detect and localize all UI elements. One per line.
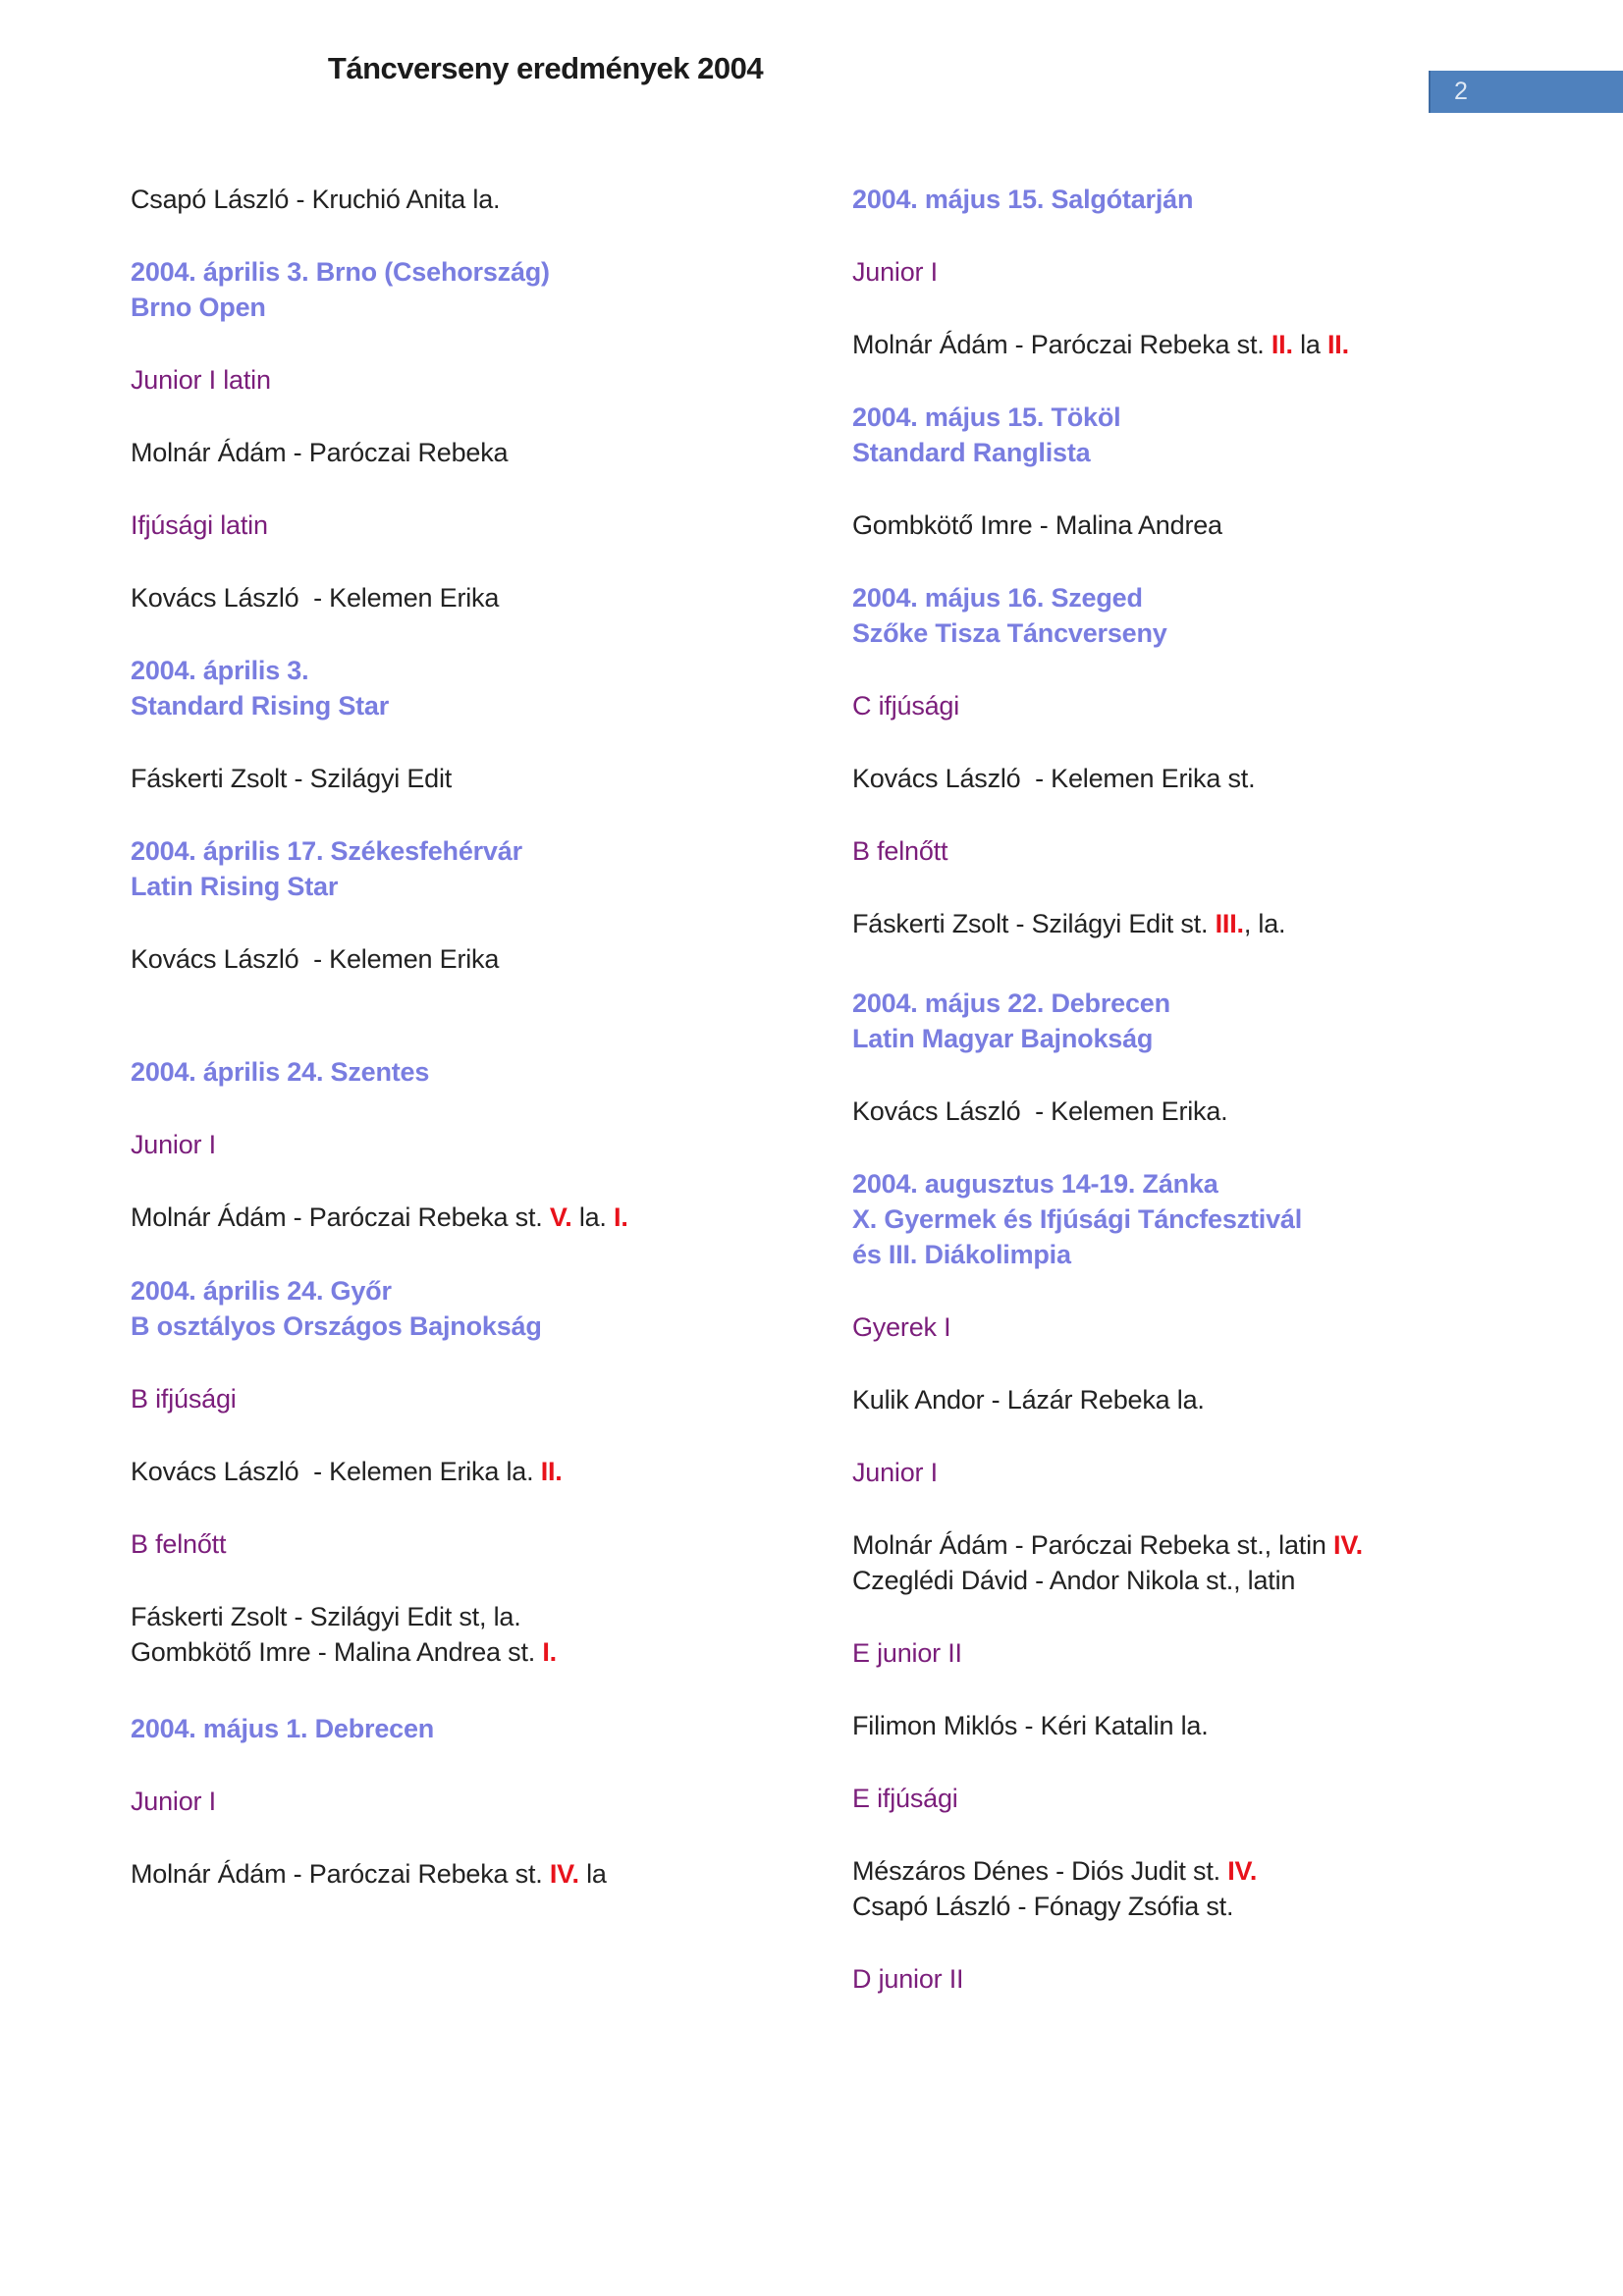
couple-result: [852, 1527, 1500, 1598]
text-segment: Fáskerti Zsolt - Szilágyi Edit: [131, 764, 453, 793]
text-segment: , la.: [1243, 909, 1286, 938]
text-line: X. Gyermek és Ifjúsági Táncfesztivál: [852, 1204, 1303, 1234]
category-label: [852, 1635, 1500, 1671]
text-line: [852, 906, 1500, 941]
text-line: [131, 435, 739, 470]
text-line: 2004. május 15. Salgótarján: [852, 185, 1194, 214]
event-heading: [852, 580, 1500, 651]
text-line: 2004. április 24. Győr: [131, 1276, 392, 1306]
text-line: 2004. május 1. Debrecen: [131, 1714, 435, 1743]
text-line: 2004. augusztus 14-19. Zánka: [852, 1169, 1218, 1199]
text-line: E ifjúsági: [852, 1784, 958, 1813]
text-line: [852, 761, 1500, 796]
couple-result: [852, 1708, 1500, 1743]
text-line: B osztályos Országos Bajnokság: [131, 1311, 542, 1341]
couple-result: [131, 1200, 739, 1235]
page-title: Táncverseny eredmények 2004: [327, 51, 764, 85]
couple-result: [852, 1094, 1500, 1129]
text-line: Szőke Tisza Táncverseny: [852, 618, 1167, 648]
couple-result: [131, 1856, 739, 1892]
text-line: Latin Magyar Bajnokság: [852, 1024, 1154, 1053]
category-label: [852, 254, 1500, 290]
event-heading: [131, 254, 739, 325]
couple-result: [131, 435, 739, 470]
text-line: 2004. május 16. Szeged: [852, 583, 1143, 613]
couple-result: [852, 1382, 1500, 1417]
placement-number: III.: [1215, 909, 1244, 938]
text-segment: Czeglédi Dávid - Andor Nikola st., latin: [852, 1566, 1296, 1595]
text-segment: Filimon Miklós - Kéri Katalin la.: [852, 1711, 1209, 1740]
text-line: B felnőtt: [852, 836, 948, 866]
category-label: [852, 1781, 1500, 1816]
text-line: Standard Rising Star: [131, 691, 390, 721]
text-segment: Molnár Ádám - Paróczai Rebeka: [131, 438, 509, 467]
placement-number: II.: [1271, 330, 1293, 359]
category-label: [852, 688, 1500, 723]
text-line: [852, 507, 1500, 543]
text-line: Junior I: [852, 1458, 938, 1487]
page-number: 2: [1454, 78, 1468, 105]
text-line: 2004. április 17. Székesfehérvár: [131, 836, 522, 866]
right-column: [852, 182, 1500, 2034]
couple-result: [131, 182, 739, 217]
placement-number: II.: [540, 1457, 563, 1486]
text-line: Standard Ranglista: [852, 438, 1091, 467]
text-line: Ifjúsági latin: [131, 510, 268, 540]
couple-result: [852, 1853, 1500, 1924]
text-segment: Kulik Andor - Lázár Rebeka la.: [852, 1385, 1205, 1415]
text-line: Gyerek I: [852, 1312, 951, 1342]
text-line: [131, 761, 739, 796]
text-line: Junior I: [852, 257, 938, 287]
couple-result: [852, 507, 1500, 543]
event-heading: [131, 1711, 739, 1746]
text-segment: Kovács László - Kelemen Erika: [131, 944, 500, 974]
event-heading: [852, 1166, 1500, 1272]
text-line: B felnőtt: [131, 1529, 227, 1559]
text-line: [852, 1527, 1500, 1563]
text-line: Junior I: [131, 1130, 216, 1159]
text-segment: la.: [571, 1202, 615, 1232]
category-label: [852, 1309, 1500, 1345]
text-segment: Fáskerti Zsolt - Szilágyi Edit st, la.: [131, 1602, 521, 1631]
text-line: [131, 1634, 739, 1670]
text-line: és III. Diákolimpia: [852, 1240, 1071, 1269]
category-label: [131, 1784, 739, 1819]
category-label: [852, 1961, 1500, 1997]
couple-result: [852, 761, 1500, 796]
category-label: [131, 362, 739, 398]
text-segment: la: [578, 1859, 607, 1889]
text-line: [131, 1454, 739, 1489]
text-segment: Kovács László - Kelemen Erika: [131, 583, 500, 613]
couple-result: [131, 941, 739, 977]
text-line: [131, 182, 739, 217]
text-segment: Molnár Ádám - Paróczai Rebeka st.: [131, 1202, 550, 1232]
text-line: Junior I: [131, 1787, 216, 1816]
couple-result: [131, 1454, 739, 1489]
category-label: [131, 1127, 739, 1162]
text-segment: Fáskerti Zsolt - Szilágyi Edit st.: [852, 909, 1216, 938]
text-line: 2004. május 15. Tököl: [852, 402, 1121, 432]
placement-number: I.: [614, 1202, 628, 1232]
placement-number: II.: [1327, 330, 1349, 359]
category-label: [852, 833, 1500, 869]
text-line: [131, 1856, 739, 1892]
text-line: [852, 1382, 1500, 1417]
text-line: Latin Rising Star: [131, 872, 339, 901]
couple-result: [852, 327, 1500, 362]
text-line: [852, 1708, 1500, 1743]
category-label: [852, 1455, 1500, 1490]
text-segment: Kovács László - Kelemen Erika la.: [131, 1457, 541, 1486]
text-line: [131, 941, 739, 977]
text-segment: Kovács László - Kelemen Erika.: [852, 1096, 1228, 1126]
text-line: C ifjúsági: [852, 691, 960, 721]
text-line: [852, 1094, 1500, 1129]
placement-number: IV.: [549, 1859, 579, 1889]
text-line: E junior II: [852, 1638, 962, 1668]
couple-result: [131, 1599, 739, 1670]
text-line: 2004. április 3. Brno (Csehország): [131, 257, 550, 287]
text-line: Brno Open: [131, 293, 266, 322]
text-line: [131, 580, 739, 615]
text-line: [852, 1853, 1500, 1889]
left-column: [131, 182, 739, 1929]
placement-number: V.: [549, 1202, 572, 1232]
event-heading: [852, 986, 1500, 1056]
event-heading: [852, 400, 1500, 470]
event-heading: [131, 653, 739, 723]
text-line: [852, 1889, 1500, 1924]
text-line: 2004. április 3.: [131, 656, 309, 685]
event-heading: [852, 182, 1500, 217]
text-segment: Molnár Ádám - Paróczai Rebeka st., latin: [852, 1530, 1334, 1560]
text-line: D junior II: [852, 1964, 964, 1994]
text-line: B ifjúsági: [131, 1384, 237, 1414]
placement-number: IV.: [1333, 1530, 1363, 1560]
text-segment: Kovács László - Kelemen Erika st.: [852, 764, 1256, 793]
text-line: Junior I latin: [131, 365, 271, 395]
text-line: [131, 1200, 739, 1235]
text-line: 2004. április 24. Szentes: [131, 1057, 430, 1087]
event-heading: [131, 1273, 739, 1344]
text-segment: la: [1292, 330, 1327, 359]
page-number-badge: [1429, 71, 1623, 113]
category-label: [131, 1381, 739, 1416]
text-line: [852, 327, 1500, 362]
text-segment: Molnár Ádám - Paróczai Rebeka st.: [852, 330, 1271, 359]
couple-result: [131, 761, 739, 796]
text-line: 2004. május 22. Debrecen: [852, 988, 1170, 1018]
category-label: [131, 1526, 739, 1562]
placement-number: IV.: [1227, 1856, 1258, 1886]
title-block: [131, 51, 960, 86]
event-heading: [131, 833, 739, 904]
text-line: [852, 1563, 1500, 1598]
couple-result: [852, 906, 1500, 941]
placement-number: I.: [542, 1637, 557, 1667]
text-segment: Gombkötő Imre - Malina Andrea: [852, 510, 1222, 540]
couple-result: [131, 580, 739, 615]
category-label: [131, 507, 739, 543]
text-segment: Csapó László - Kruchió Anita la.: [131, 185, 501, 214]
text-line: [131, 1599, 739, 1634]
text-segment: Gombkötő Imre - Malina Andrea st.: [131, 1637, 543, 1667]
text-segment: Mészáros Dénes - Diós Judit st.: [852, 1856, 1228, 1886]
text-segment: Csapó László - Fónagy Zsófia st.: [852, 1892, 1234, 1921]
event-heading: [131, 1054, 739, 1090]
text-segment: Molnár Ádám - Paróczai Rebeka st.: [131, 1859, 550, 1889]
